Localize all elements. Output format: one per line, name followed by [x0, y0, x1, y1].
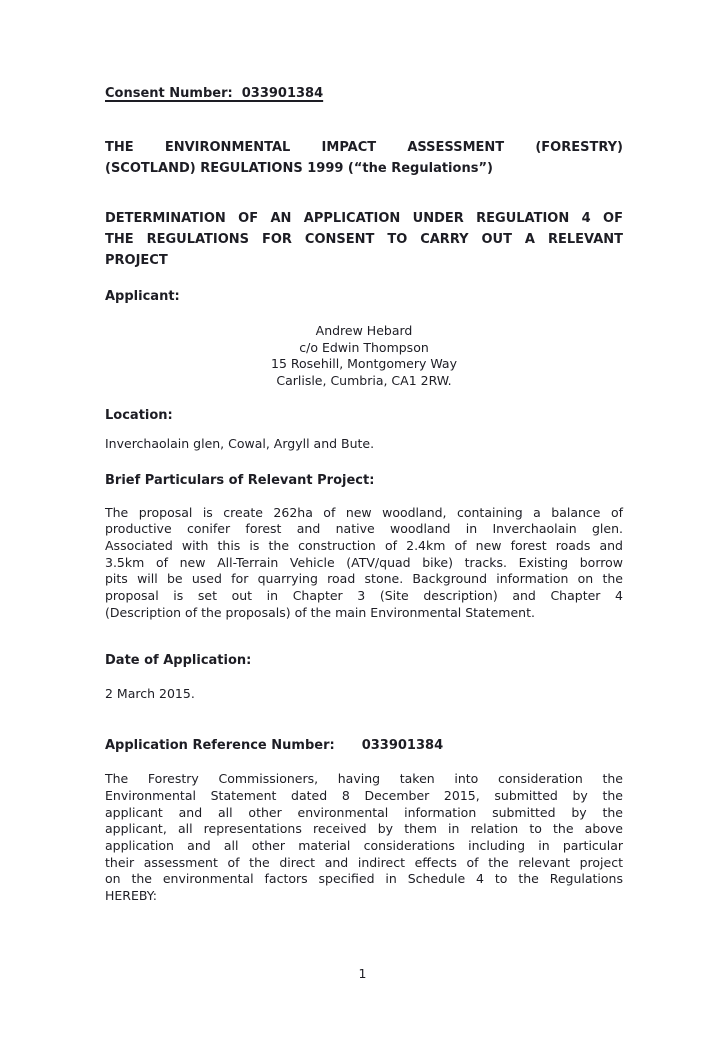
title-line: THE ENVIRONMENTAL IMPACT ASSESSMENT (FORESTRY): [105, 140, 623, 155]
text-line: proposal is set out in Chapter 3 (Site description) and Chapter 4: [105, 588, 623, 604]
title-line: PROJECT: [105, 253, 168, 268]
location-value: Inverchaolain glen, Cowal, Argyll and Bute.: [105, 435, 375, 451]
text-line: their assessment of the direct and indirect effects of the relevant project: [105, 854, 623, 870]
location-label: Location:: [105, 407, 173, 423]
text-line: The proposal is create 262ha of new woodland, containing a balance of: [105, 504, 623, 520]
application-reference-number: 033901384: [361, 738, 444, 754]
brief-particulars-paragraph: [105, 505, 623, 622]
text-line: on the environmental factors specified in Schedule 4 to the Regulations: [105, 871, 623, 887]
application-reference-label: Application Reference Number:: [105, 738, 335, 754]
address-line: Carlisle, Cumbria, CA1 2RW.: [276, 373, 452, 389]
text-line: Associated with this is the construction of 2.4km of new forest roads and: [105, 537, 623, 553]
consent-number-heading: Consent Number: 033901384: [105, 86, 324, 101]
text-line: applicant and all other environmental information submitted by the: [105, 804, 623, 820]
date-of-application-label: Date of Application:: [105, 653, 252, 669]
determination-title: [105, 208, 623, 271]
text-line: 3.5km of new All-Terrain Vehicle (ATV/quad bike) tracks. Existing borrow: [105, 554, 623, 570]
address-line: c/o Edwin Thompson: [299, 339, 429, 355]
title-line: DETERMINATION OF AN APPLICATION UNDER REGULATION 4 OF: [105, 211, 623, 226]
text-line: pits will be used for quarrying road stone. Background information on the: [105, 571, 623, 587]
application-reference-line: [105, 737, 623, 754]
address-line: 15 Rosehill, Montgomery Way: [271, 356, 457, 372]
title-line: (SCOTLAND) REGULATIONS 1999 (“the Regulations”): [105, 161, 493, 176]
text-line: (Description of the proposals) of the main Environmental Statement.: [105, 604, 535, 620]
address-line: Andrew Hebard: [315, 323, 413, 338]
title-line: THE REGULATIONS FOR CONSENT TO CARRY OUT A RELEVANT: [105, 232, 623, 247]
text-line: application and all other material considerations including in particular: [105, 837, 623, 853]
text-line: The Forestry Commissioners, having taken into consideration the: [105, 771, 623, 787]
document-content: [105, 85, 623, 905]
applicant-label: Applicant:: [105, 289, 180, 304]
brief-particulars-label: Brief Particulars of Relevant Project:: [105, 472, 375, 488]
text-line: Environmental Statement dated 8 December 2015, submitted by the: [105, 787, 623, 803]
applicant-address: [105, 323, 623, 390]
text-line: HEREBY:: [105, 888, 157, 904]
text-line: applicant, all representations received by them in relation to the above: [105, 821, 623, 837]
page-number: 1: [358, 966, 367, 981]
date-of-application-value: 2 March 2015.: [105, 686, 195, 702]
text-line: productive conifer forest and native woodland in Inverchaolain glen.: [105, 521, 623, 537]
regulations-title: [105, 137, 623, 179]
determination-paragraph: [105, 771, 623, 905]
